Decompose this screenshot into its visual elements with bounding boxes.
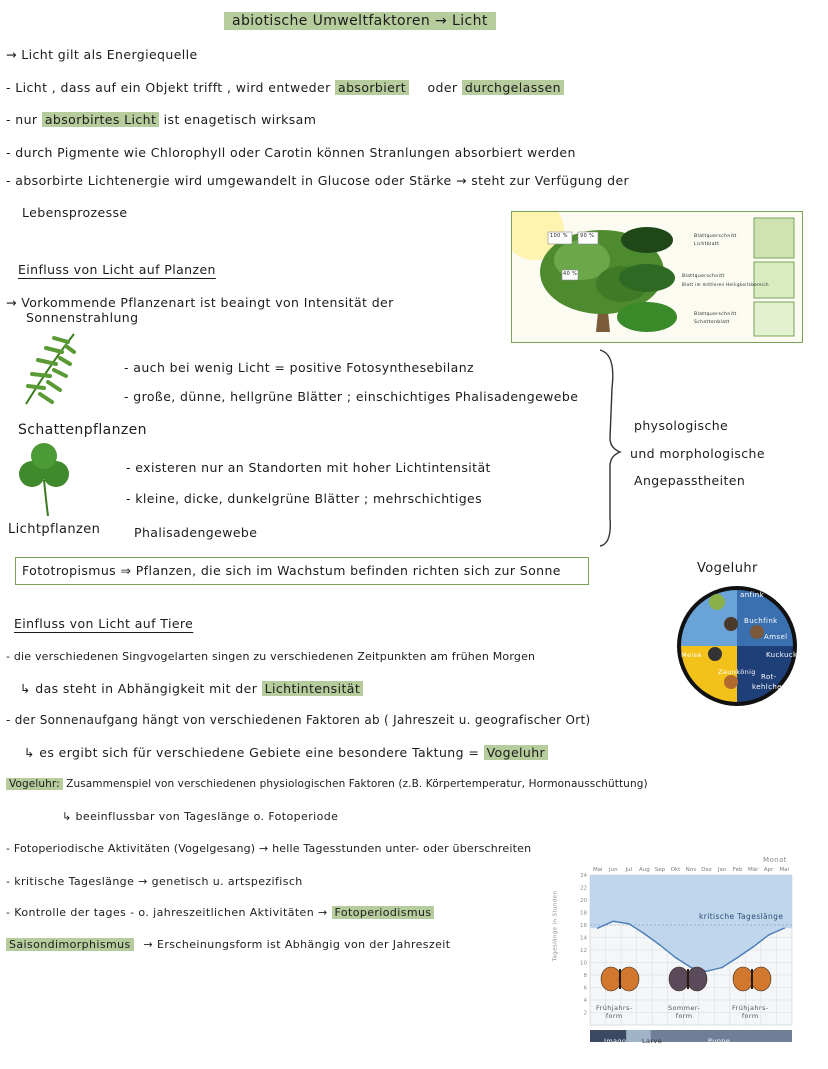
- x-tick-label: Dez: [701, 867, 712, 873]
- bird-label-kehlchen: kehlchen: [752, 683, 787, 691]
- line-light-energy: → Licht gilt als Energiequelle: [6, 47, 198, 62]
- x-tick-label: Feb: [732, 867, 743, 873]
- x-tick-label: Okt: [670, 867, 681, 873]
- line-light-object: - Licht , dass auf ein Objekt trifft , wird entweder absorbiert oder durchgelassen: [6, 80, 564, 95]
- bird-label-amsel: Amsel: [764, 633, 788, 641]
- stage-puppe: Puppe: [708, 1037, 731, 1045]
- y-tick-label: 10: [580, 960, 587, 967]
- bird-label-anfink: anfink: [740, 591, 765, 599]
- daylength-point: [752, 946, 754, 948]
- line-absorbed-light: - nur absorbirtes Licht ist enagetisch wirksam: [6, 112, 317, 127]
- line-dependency: ↳ das steht in Abhängigkeit mit der Lichtintensität: [20, 681, 363, 696]
- butterfly-wing: [687, 967, 707, 991]
- highlight-vogeluhr-def: Vogeluhr:: [6, 778, 63, 790]
- caption-2a: Blattquerschnitt: [682, 274, 725, 279]
- sun-trait-3: Phalisadengewebe: [134, 525, 258, 540]
- butterfly-wing: [601, 967, 621, 991]
- daylength-point: [721, 967, 723, 969]
- line-saisondimorphismus: Saisondimorphismus → Erscheinungsform ist Abhängig von der Jahreszeit: [6, 938, 450, 951]
- highlight-absorbirtes-licht: absorbirtes Licht: [42, 112, 159, 127]
- line-pigments: - durch Pigmente wie Chlorophyll oder Carotin können Stranlungen absorbiert werden: [6, 145, 576, 160]
- line-songbirds: - die verschiedenen Singvogelarten singen zu verschiedenen Zeitpunkten am frühen Morgen: [6, 650, 536, 663]
- x-tick-label: Mär: [747, 867, 759, 873]
- highlight-absorbiert: absorbiert: [335, 80, 409, 95]
- adaptation-label-1: physologische: [634, 418, 729, 433]
- y-tick-label: 8: [583, 973, 587, 979]
- line-plant-species: → Vorkommende Pflanzenart ist beaingt von Intensität der: [6, 295, 394, 310]
- caption-3a: Blattquerschnitt: [694, 312, 737, 317]
- highlight-saisondimorphismus: Saisondimorphismus: [6, 938, 134, 951]
- highlight-lichtintensitaet: Lichtintensität: [262, 681, 364, 696]
- daylength-point: [706, 970, 708, 972]
- daylength-point: [737, 957, 739, 959]
- leaf-figure: [511, 211, 803, 343]
- pct-label-3: 40 %: [563, 271, 578, 277]
- chart-ylabel: Tageslänge in Stunden: [552, 890, 559, 962]
- line-control: - Kontrolle der tages - o. jahreszeitlichen Aktivitäten → Fotoperiodismus: [6, 906, 434, 919]
- label-schattenpflanzen: Schattenpflanzen: [18, 422, 147, 438]
- y-tick-label: 20: [580, 898, 587, 904]
- fototropismus-box: [15, 557, 589, 585]
- bird-icon: [724, 617, 738, 631]
- y-tick-label: 2: [583, 1010, 587, 1017]
- cross-section-2: [754, 262, 794, 298]
- adaptation-label-3: Angepasstheiten: [634, 473, 746, 488]
- pct-label-1: 100 %: [550, 233, 568, 239]
- bird-label-rot: Rot-: [761, 673, 777, 681]
- line-sunrise: - der Sonnenaufgang hängt von verschiedenen Faktoren ab ( Jahreszeit u. geografischer Ort): [6, 713, 591, 727]
- adaptation-label-2: und morphologische: [630, 446, 765, 461]
- y-tick-label: 14: [580, 935, 587, 942]
- line-light-energy-converted: - absorbirte Lichtenergie wird umgewandelt in Glucose oder Stärke → steht zur Verfügung der: [6, 173, 630, 188]
- line-critical-daylength: - kritische Tageslänge → genetisch u. artspezifisch: [6, 875, 303, 888]
- bird-label-kuckuck: Kuckuck: [766, 651, 798, 659]
- butterfly-wing: [619, 967, 639, 991]
- stage-imago: Imago: [604, 1037, 627, 1045]
- y-tick-label: 6: [583, 985, 587, 992]
- x-tick-label: Nov: [685, 867, 697, 873]
- y-tick-label: 22: [580, 885, 587, 892]
- daylength-point: [768, 934, 770, 936]
- cross-section-3: [754, 302, 794, 336]
- form-label-2: Sommer- form: [668, 1004, 701, 1020]
- heading-plants: Einfluss von Licht auf Planzen: [18, 262, 216, 277]
- x-tick-label: Apr: [763, 867, 774, 873]
- x-tick-label: Sep: [654, 867, 666, 873]
- line-vogeluhr-def: Vogeluhr: Zusammenspiel von verschiedenen physiologischen Faktoren (z.B. Körpertemperatur, Hormonausschüttung): [6, 778, 648, 790]
- x-tick-label: Jun: [609, 867, 618, 873]
- caption-1a: Blattquerschnitt: [694, 234, 737, 239]
- caption-1b: Lichtblatt: [694, 242, 720, 247]
- butterfly-body: [687, 969, 689, 989]
- bird-label-meise: Meise: [681, 651, 702, 659]
- bird-icon: [708, 647, 722, 661]
- bird-label-zaunkoenig: Zaunkönig: [718, 668, 756, 676]
- butterfly-wing: [733, 967, 753, 991]
- bird-icon: [750, 625, 764, 639]
- line-taktung: ↳ es ergibt sich für verschiedene Gebiete eine besondere Taktung = Vogeluhr: [24, 745, 548, 760]
- highlight-fotoperiodismus: Fotoperiodismus: [332, 906, 435, 919]
- pct-label-2: 90 %: [580, 233, 595, 239]
- daylength-point: [597, 927, 599, 929]
- y-tick-label: 18: [580, 910, 587, 917]
- butterfly-body: [619, 969, 621, 989]
- daylength-point: [628, 923, 630, 925]
- daylength-point: [675, 957, 677, 959]
- form-label-3: Frühjahrs- form: [732, 1004, 769, 1020]
- x-tick-label: Jan: [717, 867, 727, 873]
- daylength-point: [659, 944, 661, 946]
- curve-label: kritische Tageslänge: [699, 912, 784, 921]
- y-tick-label: 12: [580, 948, 587, 954]
- x-tick-label: Mai: [592, 867, 603, 873]
- line-sonnenstrahlung: Sonnenstrahlung: [26, 310, 139, 325]
- sun-trait-1: - existeren nur an Standorten mit hoher Lichtintensität: [126, 460, 491, 475]
- y-tick-label: 16: [580, 923, 587, 929]
- chart-title: Monat: [763, 856, 787, 864]
- leaf-figure-drawing: [512, 212, 802, 342]
- cross-section-1: [754, 218, 794, 258]
- highlight-durchgelassen: durchgelassen: [462, 80, 564, 95]
- caption-2b: Blatt im mittleren Helligkeitsbereich: [682, 282, 769, 287]
- line-beeinflussbar: ↳ beeinflussbar von Tageslänge o. Fotoperiode: [62, 810, 339, 823]
- curly-brace: [596, 348, 626, 548]
- page-title: abiotische Umweltfaktoren → Licht: [224, 12, 496, 30]
- y-tick-label: 24: [580, 873, 587, 879]
- daylength-chart: [552, 855, 794, 1049]
- x-tick-label: Jul: [625, 867, 633, 873]
- bird-icon: [709, 594, 725, 610]
- heading-animals: Einfluss von Licht auf Tiere: [14, 616, 194, 631]
- label-lichtpflanzen: Lichtpflanzen: [8, 522, 101, 537]
- bird-icon: [724, 675, 738, 689]
- line-lebensprozesse: Lebensprozesse: [22, 205, 128, 220]
- highlight-vogeluhr: Vogeluhr: [484, 745, 549, 760]
- shade-trait-2: - große, dünne, hellgrüne Blätter ; einschichtiges Phalisadengewebe: [124, 389, 579, 404]
- bird-clock-title: Vogeluhr: [697, 561, 758, 576]
- caption-3b: Schattenblatt: [694, 320, 730, 325]
- butterfly-body: [751, 969, 753, 989]
- line-fotoperiodic: - Fotoperiodische Aktivitäten (Vogelgesang) → helle Tagesstunden unter- oder überschreiten: [6, 842, 532, 855]
- bird-label-buchfink: Buchfink: [744, 617, 778, 625]
- form-label-1: Frühjahrs- form: [596, 1004, 633, 1020]
- fern-icon: [22, 332, 80, 408]
- shade-trait-1: - auch bei wenig Licht = positive Fotosynthesebilanz: [124, 360, 474, 375]
- fototropismus-text: Fototropismus ⇒ Pflanzen, die sich im Wachstum befinden richten sich zur Sonne: [22, 563, 561, 578]
- butterfly-wing: [751, 967, 771, 991]
- butterfly-wing: [669, 967, 689, 991]
- x-tick-label: Mai: [779, 867, 790, 873]
- x-tick-label: Aug: [639, 867, 650, 873]
- y-tick-label: 4: [583, 998, 587, 1004]
- shade-leaf: [617, 302, 677, 332]
- light-leaf: [621, 227, 673, 253]
- clover-icon: [14, 440, 74, 518]
- daylength-point: [644, 933, 646, 935]
- sun-trait-2: - kleine, dicke, dunkelgrüne Blätter ; mehrschichtiges: [126, 491, 483, 506]
- medium-leaf: [619, 264, 675, 292]
- stage-larve: Larve: [642, 1037, 663, 1045]
- daylength-point: [783, 927, 785, 929]
- daylength-point: [613, 920, 615, 922]
- daylength-point: [690, 967, 692, 969]
